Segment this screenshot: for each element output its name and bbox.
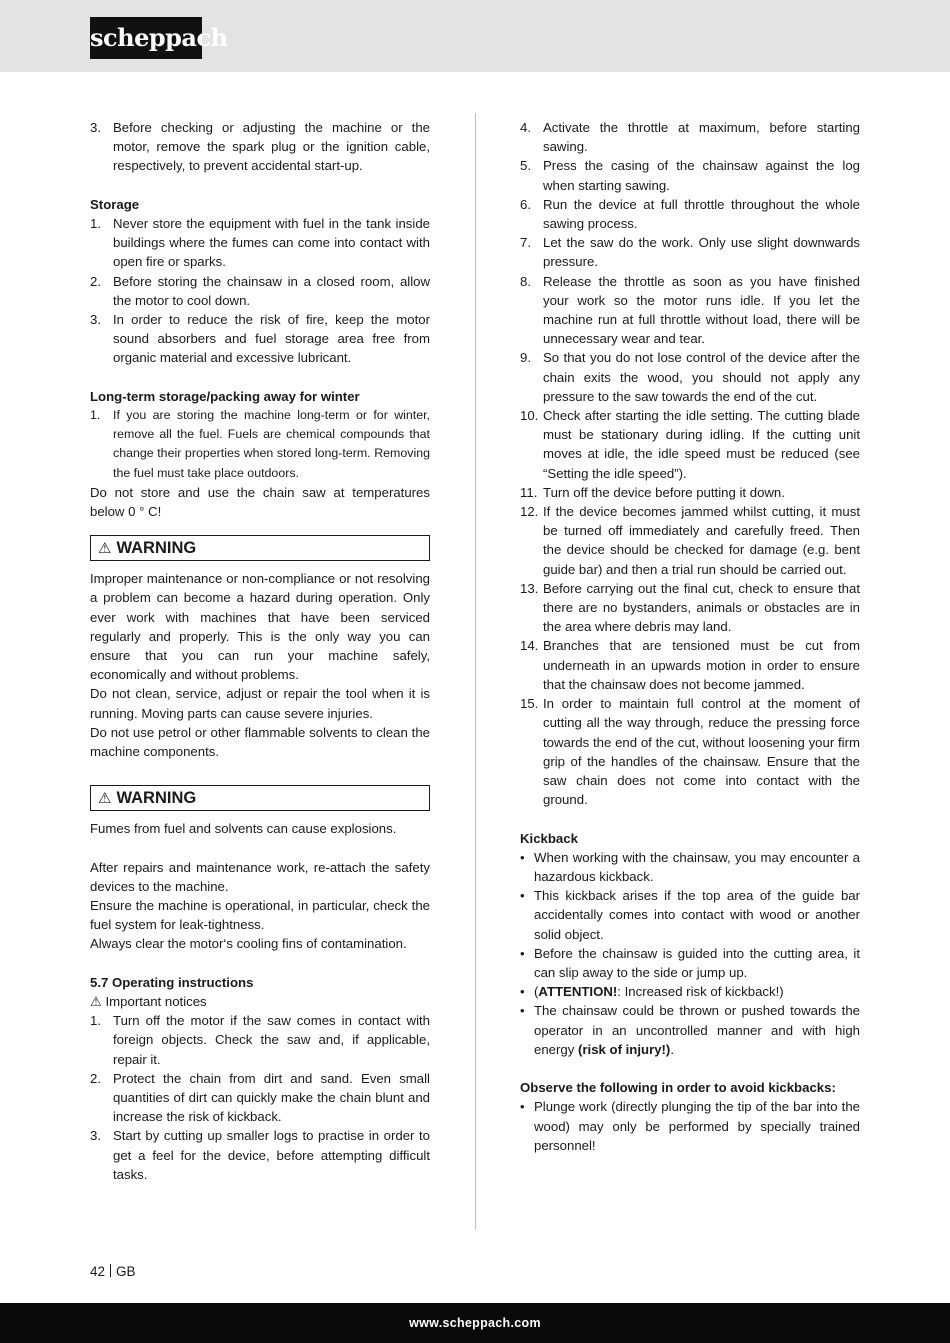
- list-item: [520, 156, 860, 194]
- website-link[interactable]: www.scheppach.com: [409, 1316, 541, 1330]
- list-item: [520, 233, 860, 271]
- warning-box: [90, 535, 430, 561]
- bullet-text: Before the chainsaw is guided into the cutting area, it can slip away to the side or jump up.: [534, 945, 860, 980]
- bullet-item: [520, 944, 860, 982]
- list-text: Activate the throttle at maximum, before starting sawing.: [543, 120, 860, 155]
- list-number: 12.: [520, 504, 539, 520]
- temperature-note: Do not store and use the chain saw at temperatures below 0 ° C!: [90, 484, 430, 520]
- bullet-item: [520, 848, 860, 886]
- page-header: [0, 0, 950, 72]
- warning-paragraph: Improper maintenance or non-compliance or not resolving a problem can become a hazard during operation. Only ever work with machines that have been serviced regularly and properly. This is the only way you can ensure that you can run your machine safely, economically and without problems.: [90, 571, 430, 683]
- list-number: 9.: [520, 350, 531, 366]
- list-text: Branches that are tensioned must be cut from underneath in an upwards motion in order to ensure that the chainsaw does not become jammed.: [543, 638, 860, 692]
- list-item: [520, 272, 860, 349]
- longterm-storage-heading: Long-term storage/packing away for winter: [90, 388, 360, 404]
- paragraph: Always clear the motor‘s cooling fins of contamination.: [90, 936, 407, 952]
- list-text: Before checking or adjusting the machine or the motor, remove the spark plug or the ignition cable, respectively, to prevent accidental start-up.: [113, 120, 430, 174]
- list-item: [520, 195, 860, 233]
- bullet-text: When working with the chainsaw, you may encounter a hazardous kickback.: [534, 849, 860, 884]
- list-number: 3.: [90, 120, 101, 135]
- bullet-icon: •: [520, 945, 525, 961]
- list-number: 2.: [90, 1070, 101, 1086]
- list-number: 13.: [520, 580, 539, 596]
- list-number: 4.: [520, 120, 531, 135]
- list-text: Protect the chain from dirt and sand. Even small quantities of dirt can quickly make the chain blunt and increase the risk of kickback.: [113, 1070, 430, 1125]
- list-item: [520, 406, 860, 483]
- paragraph: Ensure the machine is operational, in particular, check the fuel system for leak-tightness.: [90, 898, 430, 933]
- list-number: 7.: [520, 235, 531, 251]
- paragraph: After repairs and maintenance work, re-attach the safety devices to the machine.: [90, 859, 430, 894]
- important-notices: [90, 992, 430, 1011]
- bullet-item: [520, 1001, 860, 1059]
- list-item: [520, 118, 860, 156]
- footer-bar: [0, 1303, 950, 1343]
- list-item: [90, 1126, 430, 1184]
- right-column: [520, 118, 860, 1155]
- warning-label: WARNING: [116, 789, 197, 808]
- warning-triangle-icon: ⚠: [90, 994, 106, 1010]
- observe-heading: Observe the following in order to avoid kickbacks:: [520, 1080, 836, 1096]
- bullet-text: The chainsaw could be thrown or pushed towards the operator in an uncontrolled manner and with high energy: [534, 1003, 860, 1057]
- bullet-text: This kickback arises if the top area of the guide bar accidentally comes into contact with wood or another solid object.: [534, 888, 860, 942]
- bullet-item: [520, 1097, 860, 1155]
- list-item: [520, 502, 860, 579]
- warning-paragraph: Fumes from fuel and solvents can cause explosions.: [90, 821, 397, 837]
- list-text: Turn off the motor if the saw comes in contact with foreign objects. Check the saw and, if applicable, repair it.: [113, 1013, 430, 1067]
- bullet-icon: •: [520, 984, 525, 1000]
- warning-box: [90, 785, 430, 811]
- bullet-text-open: (: [534, 984, 539, 1000]
- warning-triangle-icon: ⚠: [98, 540, 112, 558]
- list-text: Check after starting the idle setting. The cutting blade must be stationary during idling. If the cutting unit moves at idle, the idle speed must be reduced (see “Setting the idle speed”).: [543, 408, 860, 481]
- list-number: 3.: [90, 312, 101, 328]
- important-notices-label: Important notices: [105, 994, 207, 1010]
- list-number: 8.: [520, 273, 531, 289]
- list-number: 6.: [520, 196, 531, 212]
- list-item: [520, 348, 860, 406]
- list-item: [90, 310, 430, 368]
- list-text: Start by cutting up smaller logs to practise in order to get a feel for the device, before attempting difficult tasks.: [113, 1128, 430, 1182]
- bullet-item: [520, 886, 860, 944]
- column-divider: [475, 113, 476, 1230]
- list-text: Let the saw do the work. Only use slight downwards pressure.: [543, 235, 860, 270]
- list-item: [90, 214, 430, 272]
- list-item: [90, 1011, 430, 1069]
- list-text: Turn off the device before putting it down.: [543, 484, 785, 500]
- list-item: [90, 406, 430, 483]
- page-number-separator: [110, 1264, 111, 1277]
- list-number: 2.: [90, 273, 101, 289]
- list-text: Press the casing of the chainsaw against the log when starting sawing.: [543, 158, 860, 193]
- bullet-text-rest: : Increased risk of kickback!): [617, 984, 784, 1000]
- list-item: [520, 694, 860, 809]
- warning-paragraph: Do not clean, service, adjust or repair the tool when it is running. Moving parts can cause severe injuries.: [90, 686, 430, 721]
- list-text: If the device becomes jammed whilst cutting, it must be turned off immediately and carefully freed. Then the device should be checked for damage (e.g. bent guide bar) and then a trial run should be carried out.: [543, 504, 860, 577]
- list-text: If you are storing the machine long-term or for winter, remove all the fuel. Fuels are chemical compounds that change their properties when stored long-term. Removing the fuel must take place outdoors.: [113, 408, 430, 480]
- list-text: Before storing the chainsaw in a closed room, allow the motor to cool down.: [113, 273, 430, 308]
- page-number: [90, 1264, 136, 1279]
- bullet-text-end: .: [670, 1041, 674, 1057]
- list-text: Never store the equipment with fuel in the tank inside buildings where the fumes can come into contact with open fire or sparks.: [113, 216, 430, 270]
- list-number: 1.: [90, 1013, 101, 1029]
- bullet-icon: •: [520, 1099, 525, 1115]
- list-item: [90, 1069, 430, 1127]
- list-number: 14.: [520, 638, 539, 654]
- bullet-item: [520, 982, 860, 1001]
- list-number: 1.: [90, 216, 101, 231]
- list-text: In order to reduce the risk of fire, keep the motor sound absorbers and fuel storage area free from organic material and excessive lubricant.: [113, 312, 430, 366]
- list-item: [520, 579, 860, 637]
- list-number: 15.: [520, 696, 539, 712]
- list-text: Run the device at full throttle throughout the whole sawing process.: [543, 196, 860, 232]
- list-text: Before carrying out the final cut, check to ensure that there are no bystanders, animals or obstacles are in the area where debris may land.: [543, 580, 860, 635]
- page-number-value: 42: [90, 1264, 106, 1279]
- list-number: 5.: [520, 158, 531, 174]
- list-number: 11.: [520, 484, 538, 500]
- list-text: Release the throttle as soon as you have finished your work so the motor runs idle. If you let the machine run at full throttle without load, there will be unnecessary wear and tear.: [543, 273, 860, 347]
- warning-triangle-icon: ⚠: [98, 790, 112, 808]
- storage-heading: Storage: [90, 196, 140, 212]
- bullet-text: Plunge work (directly plunging the tip of the bar into the wood) may only be performed by specially trained personnel!: [534, 1099, 860, 1153]
- list-number: 3.: [90, 1128, 101, 1144]
- list-item: [90, 272, 430, 310]
- operating-instructions-heading: 5.7 Operating instructions: [90, 974, 254, 990]
- list-item: [90, 118, 430, 176]
- list-number: 1.: [90, 408, 101, 423]
- list-text: In order to maintain full control at the moment of cutting all the way through, reduce the pressing force towards the end of the cut, without loosening your firm grip of the handles of the chainsaw. Ensure that the saw chain does not come into contact with the ground.: [543, 696, 860, 808]
- language-code: GB: [116, 1264, 136, 1279]
- scheppach-logo: scheppach: [90, 17, 202, 59]
- left-column: [90, 118, 430, 1184]
- warning-paragraph: Do not use petrol or other flammable solvents to clean the machine components.: [90, 724, 430, 760]
- bullet-icon: •: [520, 849, 525, 865]
- list-text: So that you do not lose control of the device after the chain exits the wood, you should not apply any pressure to the saw towards the end of the cut.: [543, 350, 860, 404]
- kickback-heading: Kickback: [520, 830, 578, 846]
- list-number: 10.: [520, 408, 539, 424]
- list-item: [520, 636, 860, 694]
- warning-label: WARNING: [116, 539, 197, 558]
- list-item: [520, 483, 860, 502]
- attention-label: ATTENTION!: [538, 984, 618, 1000]
- bullet-icon: •: [520, 1003, 525, 1019]
- bullet-icon: •: [520, 888, 525, 904]
- risk-of-injury-label: (risk of injury!): [578, 1041, 671, 1057]
